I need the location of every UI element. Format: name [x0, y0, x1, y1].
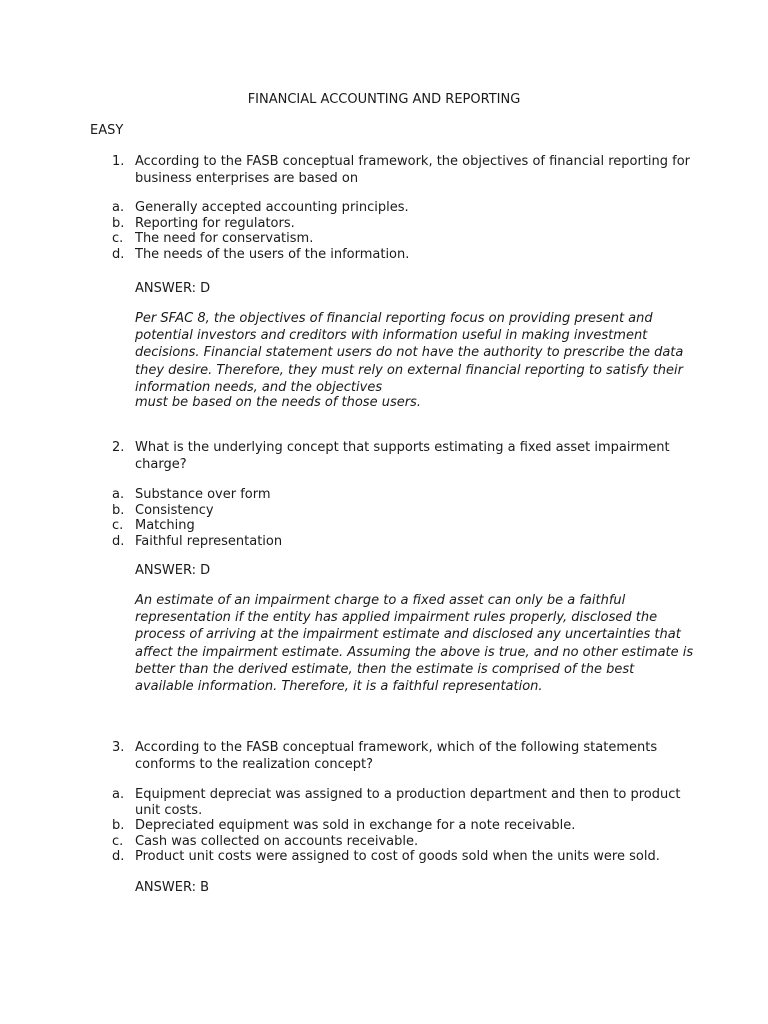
- question-1: [112, 153, 692, 187]
- options-list-1: [112, 200, 692, 262]
- option-text: The needs of the users of the information.: [135, 246, 410, 262]
- explanation-line: they desire. Therefore, they must rely on external financial reporting to satisfy their: [135, 362, 683, 378]
- option-item: [112, 818, 692, 834]
- answer-label-2: ANSWER: D: [135, 563, 211, 578]
- option-letter: c.: [112, 231, 124, 246]
- question-number: 1.: [112, 154, 125, 169]
- explanation-line: potential investors and creditors with information useful in making investment: [135, 328, 648, 344]
- option-item: [112, 231, 692, 247]
- explanation-line: information needs, and the objectives: [135, 379, 383, 395]
- question-text: What is the underlying concept that supports estimating a fixed asset impairment charge?: [135, 440, 670, 472]
- explanation-line: must be based on the needs of those users.: [135, 395, 421, 411]
- explanation-line: affect the impairment estimate. Assuming the above is true, and no other estimate is: [135, 644, 694, 660]
- explanation-line: decisions. Financial statement users do not have the authority to prescribe the data: [135, 345, 684, 361]
- option-letter: a.: [112, 200, 125, 215]
- option-letter: c.: [112, 518, 124, 533]
- explanation-line: representation if the entity has applied impairment rules properly, disclosed the: [135, 610, 658, 626]
- option-letter: d.: [112, 849, 125, 864]
- option-text: The need for conservatism.: [135, 231, 314, 246]
- explanation-2: [135, 592, 695, 695]
- explanation-line: process of arriving at the impairment estimate and disclosed any uncertainties that: [135, 627, 681, 643]
- option-item: [112, 534, 692, 550]
- option-text: Depreciated equipment was sold in exchange for a note receivable.: [135, 818, 576, 833]
- option-text: Cash was collected on accounts receivable.: [135, 833, 419, 849]
- option-letter: b.: [112, 215, 125, 231]
- question-text: According to the FASB conceptual framework, which of the following statements conforms to the realization concept?: [135, 740, 658, 772]
- option-letter: a.: [112, 787, 125, 802]
- option-text: Faithful representation: [135, 533, 283, 549]
- question-number: 3.: [112, 740, 125, 755]
- section-heading: EASY: [90, 123, 124, 138]
- answer-label-3: ANSWER: B: [135, 880, 210, 895]
- option-item: [112, 787, 692, 818]
- option-item: [112, 849, 692, 865]
- option-text: Consistency: [135, 502, 214, 518]
- options-list-3: [112, 787, 692, 865]
- option-text: Equipment depreciat was assigned to a production department and then to product unit costs.: [135, 787, 681, 818]
- explanation-line: An estimate of an impairment charge to a fixed asset can only be a faithful: [135, 593, 626, 608]
- explanation-line: Per SFAC 8, the objectives of financial reporting focus on providing present and: [135, 311, 653, 326]
- page-title: FINANCIAL ACCOUNTING AND REPORTING: [247, 92, 521, 107]
- explanation-1: [135, 310, 695, 411]
- options-list-2: [112, 487, 692, 549]
- question-2: [112, 439, 692, 473]
- option-text: Reporting for regulators.: [135, 215, 295, 231]
- explanation-line: better than the derived estimate, then the estimate is comprised of the best: [135, 661, 635, 677]
- option-item: [112, 834, 692, 850]
- answer-label-1: ANSWER: D: [135, 281, 211, 296]
- option-letter: b.: [112, 818, 125, 833]
- option-item: [112, 216, 692, 232]
- explanation-line: available information. Therefore, it is a faithful representation.: [135, 679, 543, 695]
- option-letter: a.: [112, 487, 125, 502]
- option-item: [112, 518, 692, 534]
- option-text: Matching: [135, 518, 195, 533]
- question-3: [112, 739, 692, 773]
- option-item: [112, 503, 692, 519]
- option-item: [112, 487, 692, 503]
- option-item: [112, 247, 692, 263]
- question-number: 2.: [112, 440, 125, 455]
- option-letter: c.: [112, 833, 124, 849]
- option-letter: d.: [112, 246, 125, 262]
- question-text: According to the FASB conceptual framework, the objectives of financial reporting for business enterprises are based on: [135, 154, 691, 186]
- option-text: Substance over form: [135, 487, 271, 502]
- option-letter: b.: [112, 502, 125, 518]
- option-text: Generally accepted accounting principles.: [135, 200, 409, 215]
- option-item: [112, 200, 692, 216]
- option-letter: d.: [112, 533, 125, 549]
- option-text: Product unit costs were assigned to cost of goods sold when the units were sold.: [135, 849, 660, 864]
